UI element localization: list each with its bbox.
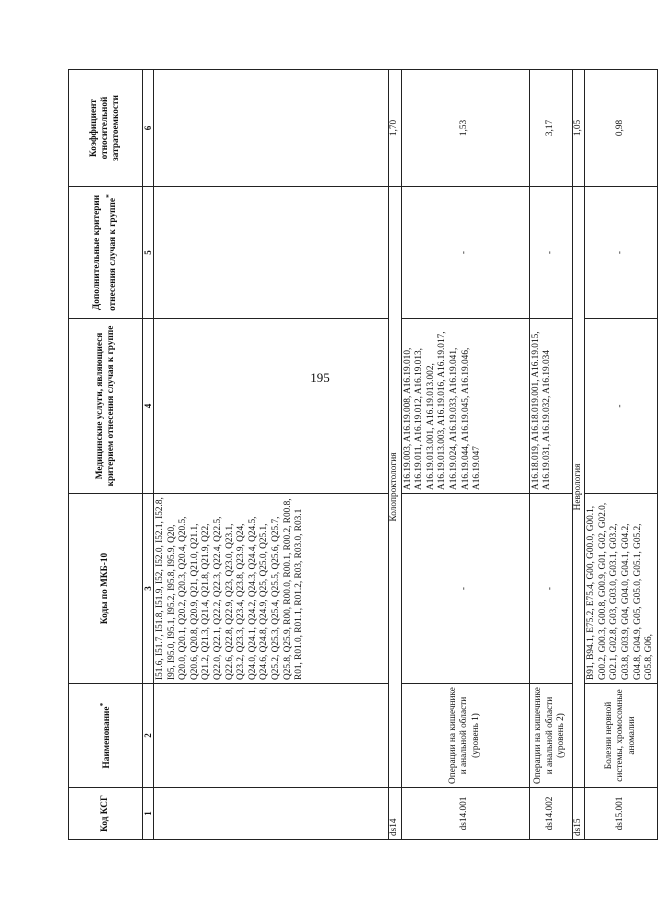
- cell-coef: 3,17: [529, 70, 572, 187]
- header-name: Наименование*: [69, 684, 143, 788]
- cell-coef: 1,53: [401, 70, 529, 187]
- cell-name: Операции на кишечнике и анальной области (уровень 1): [401, 684, 529, 788]
- cell-services: [154, 319, 389, 494]
- cell-coef: 0,98: [585, 70, 658, 187]
- cell-mkb: -: [401, 494, 529, 684]
- table-row: [154, 70, 389, 840]
- cell-mkb: -: [529, 494, 572, 684]
- col-number: 5: [143, 187, 154, 319]
- col-number: 4: [143, 319, 154, 494]
- table-row: [585, 70, 658, 840]
- section-code: ds14: [389, 788, 402, 840]
- header-coef: Коэффициент относительной затратоемкости: [69, 70, 143, 187]
- cell-code: ds14.001: [401, 788, 529, 840]
- section-row: [389, 70, 402, 840]
- header-code: Код КСГ: [69, 788, 143, 840]
- cell-criteria: -: [529, 187, 572, 319]
- cell-code: ds15.001: [585, 788, 658, 840]
- cell-criteria: -: [401, 187, 529, 319]
- section-code: ds15: [572, 788, 585, 840]
- cell-code: ds14.002: [529, 788, 572, 840]
- col-number: 3: [143, 494, 154, 684]
- header-criteria: Дополнительные критерии отнесения случая к группе*: [69, 187, 143, 319]
- header-row: [69, 70, 143, 840]
- cell-code: [154, 788, 389, 840]
- cell-name: [154, 684, 389, 788]
- cell-name: Операции на кишечнике и анальной области (уровень 2): [529, 684, 572, 788]
- section-coef: 1,70: [389, 70, 402, 187]
- table-row: [529, 70, 572, 840]
- cell-mkb: I51.6, I51.7, I51.8, I51.9, I52, I52.0, I52.1, I52.8, I95, I95.0, I95.1, I95.2, I95.8, I95.9, Q20, Q20.0, Q20.1, Q20.2, Q20.3, Q20.4, Q20.5, Q20.6, Q20.8, Q20.9, Q21, Q21.0, Q21.1, Q21.2, Q21.3, Q21.4, Q21.8, Q21.9, Q22, Q22.0, Q22.1, Q22.2, Q22.3, Q22.4, Q22.5, Q22.6, Q22.8, Q22.9, Q23, Q23.0, Q23.1, Q23.2, Q23.3, Q23.4, Q23.8, Q23.9, Q24, Q24.0, Q24.1, Q24.2, Q24.3, Q24.4, Q24.5, Q24.6, Q24.8, Q24.9, Q25, Q25.0, Q25.1, Q25.2, Q25.3, Q25.4, Q25.5, Q25.6, Q25.7, Q25.8, Q25.9, R00, R00.0, R00.1, R00.2, R00.8, R01, R01.0, R01.1, R01.2, R03, R03.0, R03.1: [154, 494, 389, 684]
- section-row: [572, 70, 585, 840]
- header-services: Медицинские услуги, являющиеся критерием отнесения случая к группе: [69, 319, 143, 494]
- page-number: 195: [310, 370, 330, 385]
- rotated-table-container: [68, 70, 655, 840]
- col-number: 2: [143, 684, 154, 788]
- header-mkb: Коды по МКБ-10: [69, 494, 143, 684]
- cell-name: Болезни нервной системы, хромосомные аномалии: [585, 684, 658, 788]
- cell-services: -: [585, 319, 658, 494]
- cell-criteria: -: [585, 187, 658, 319]
- column-number-row: [143, 70, 154, 840]
- col-number: 1: [143, 788, 154, 840]
- cell-services: A16.18.019, A16.18.019.001, A16.19.015, A16.19.031, A16.19.032, A16.19.034: [529, 319, 572, 494]
- section-coef: 1,05: [572, 70, 585, 187]
- section-title: Неврология: [572, 187, 585, 788]
- cell-services: A16.19.003, A16.19.008, A16.19.010, A16.19.011, A16.19.012, A16.19.013, A16.19.013.001, A16.19.013.002, A16.19.013.003, A16.19.016, A16.19.017, A16.19.024, A16.19.033, A16.19.041, A16.19.044, A16.19.045, A16.19.046, A16.19.047: [401, 319, 529, 494]
- section-title: Колопроктология: [389, 187, 402, 788]
- ksg-table: [68, 69, 658, 840]
- cell-mkb: B91, B94.1, E75.2, E75.4, G00, G00.0, G00.1, G00.2, G00.3, G00.8, G00.9, G01, G02, G02.0, G02.1, G02.8, G03, G03.0, G03.1, G03.2, G03.8, G03.9, G04, G04.0, G04.1, G04.2, G04.8, G04.9, G05, G05.0, G05.1, G05.2, G05.8, G06,: [585, 494, 658, 684]
- cell-coef: [154, 70, 389, 187]
- col-number: 6: [143, 70, 154, 187]
- table-row: [401, 70, 529, 840]
- cell-criteria: [154, 187, 389, 319]
